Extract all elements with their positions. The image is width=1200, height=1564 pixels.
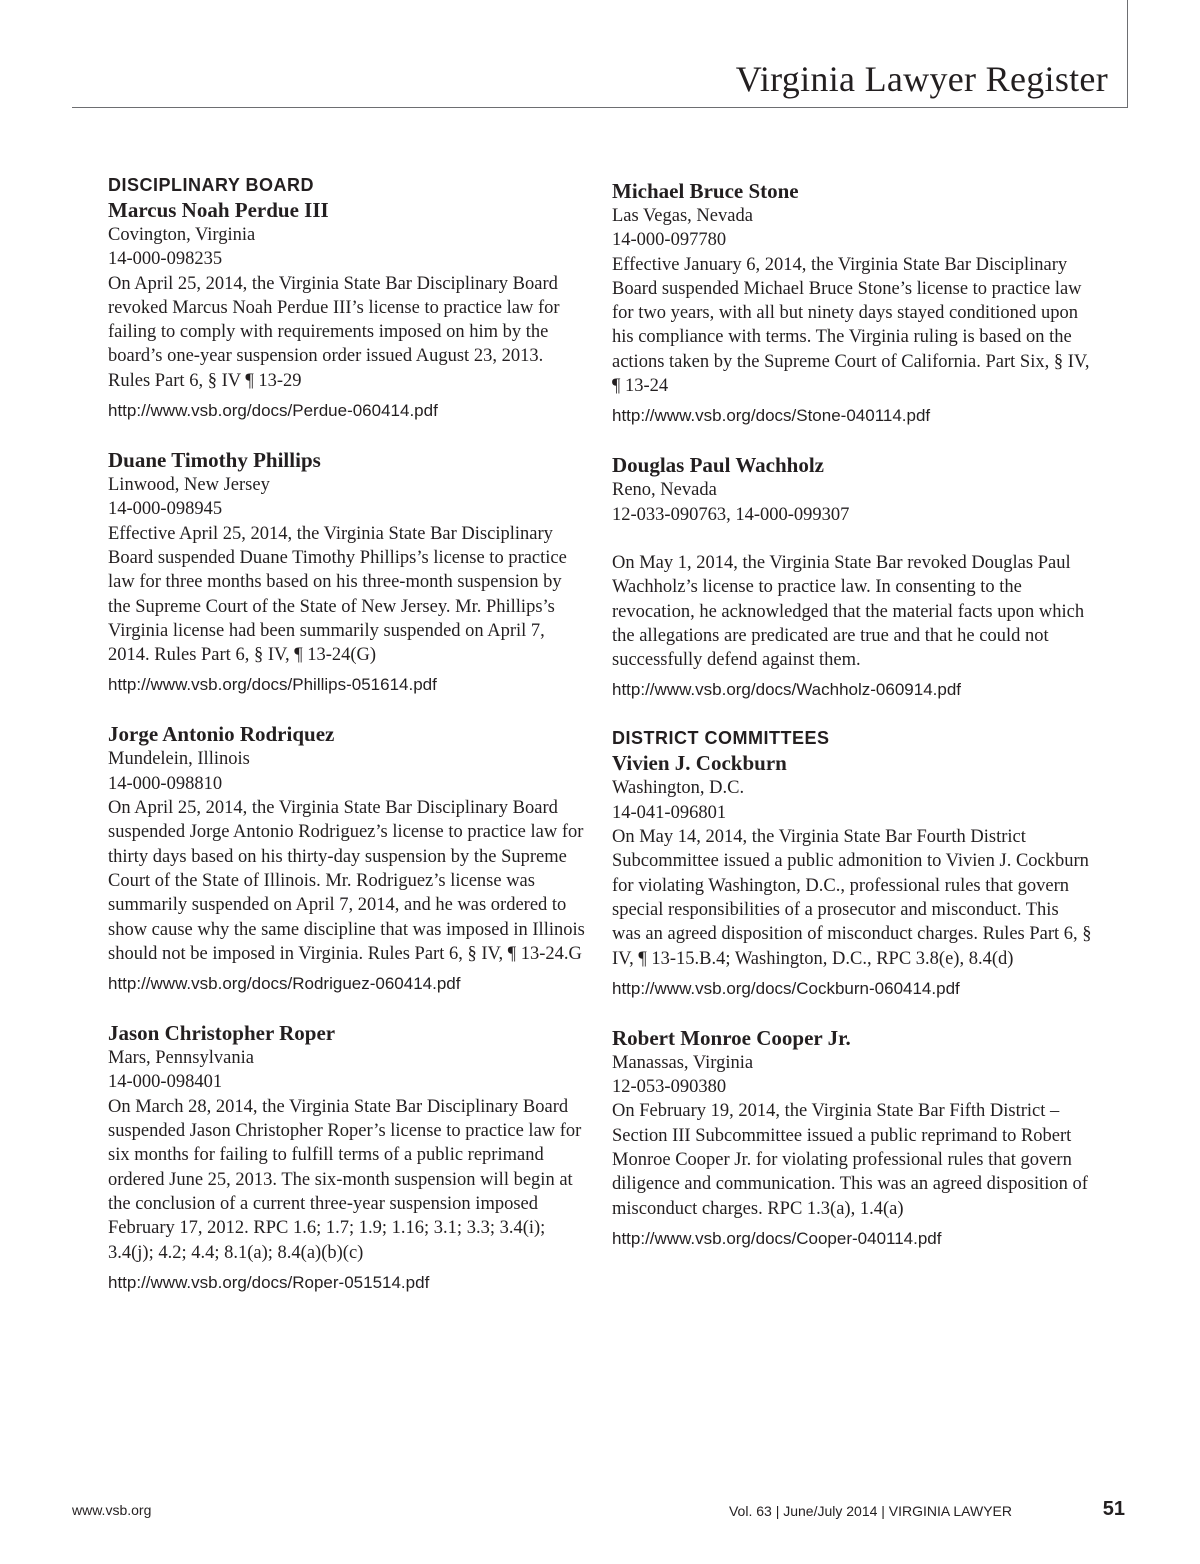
page-header-title: Virginia Lawyer Register <box>735 59 1108 99</box>
page-number: 51 <box>1102 1498 1125 1520</box>
entry-body: On May 1, 2014, the Virginia State Bar revoked Douglas Paul Wachholz’s license to practice law. In consenting to the revocation, he acknowledged that the material facts upon which the allegations are predicated are true and that he could not successfully defend against them. <box>612 552 1085 671</box>
entry-name: Duane Timothy Phillips <box>108 448 321 473</box>
entry-location: Manassas, Virginia <box>612 1052 754 1073</box>
entry-body: On February 19, 2014, the Virginia State Bar Fifth District – Section III Subcommittee issued a public reprimand to Robert Monroe Cooper Jr. for violating professional rules that govern diligence and communication. This was an agreed disposition of misconduct charges. RPC 1.3(a), 1.4(a) <box>612 1101 1088 1219</box>
left-column <box>108 173 588 1319</box>
footer-issue-info: Vol. 63 | June/July 2014 | VIRGINIA LAWYER <box>728 1503 1012 1519</box>
entry-link[interactable]: http://www.vsb.org/docs/Cooper-040114.pdf <box>612 1228 942 1248</box>
entry-docket: 12-053-090380 <box>612 1077 727 1098</box>
right-column <box>612 178 1092 1275</box>
entry-phillips <box>108 447 588 696</box>
entry-docket: 12-033-090763, 14-000-099307 <box>612 504 850 525</box>
entry-docket: 14-000-098401 <box>108 1072 223 1093</box>
entry-docket: 14-041-096801 <box>612 802 727 823</box>
entry-wachholz <box>612 452 1092 701</box>
entry-link[interactable]: http://www.vsb.org/docs/Wachholz-060914.pdf <box>612 680 961 700</box>
entry-location: Mars, Pennsylvania <box>108 1048 254 1069</box>
entry-location: Mundelein, Illinois <box>108 749 250 770</box>
entry-cooper <box>612 1025 1092 1250</box>
entry-docket: 14-000-098945 <box>108 499 223 520</box>
header-rule <box>72 107 1128 108</box>
entry-docket: 14-000-098810 <box>108 773 223 794</box>
entry-name: Jason Christopher Roper <box>108 1021 336 1046</box>
entry-cockburn <box>612 750 1092 999</box>
entry-name: Michael Bruce Stone <box>612 179 799 203</box>
entry-name: Marcus Noah Perdue III <box>108 198 329 222</box>
entry-link[interactable]: http://www.vsb.org/docs/Phillips-051614.pdf <box>108 675 437 695</box>
entry-body: On March 28, 2014, the Virginia State Bar Disciplinary Board suspended Jason Christopher Roper’s license to practice law for six months for failing to fulfill terms of a public reprimand ordered June 25, 2013. The six-month suspension will begin at the conclusion of a current three-year suspension imposed February 17, 2012. RPC 1.6; 1.7; 1.9; 1.16; 3.1; 3.3; 3.4(i); 3.4(j); 4.2; 4.4; 8.1(a); 8.4(a)(b)(c) <box>108 1096 582 1263</box>
entry-spacer <box>612 527 1092 551</box>
entry-link[interactable]: http://www.vsb.org/docs/Perdue-060414.pdf <box>108 401 438 421</box>
footer-website: www.vsb.org <box>72 1502 152 1518</box>
entry-body: On May 14, 2014, the Virginia State Bar Fourth District Subcommittee issued a public admonition to Vivien J. Cockburn for violating Washington, D.C., professional rules that govern special responsibilities of a prosecutor and misconduct. This was an agreed disposition of misconduct charges. Rules Part 6, § IV, ¶ 13-15.B.4; Washington, D.C., RPC 3.8(e), 8.4(d) <box>612 827 1092 969</box>
entry-name: Robert Monroe Cooper Jr. <box>612 1025 851 1050</box>
entry-location: Covington, Virginia <box>108 225 256 245</box>
entry-name: Douglas Paul Wachholz <box>612 453 824 478</box>
entry-location: Reno, Nevada <box>612 480 717 501</box>
entry-body: On April 25, 2014, the Virginia State Bar Disciplinary Board suspended Jorge Antonio Rodriguez’s license to practice law for thirty days based on his thirty-day suspension by the Supreme Court of the State of Illinois. Mr. Rodriguez’s license was summarily suspended on April 7, 2014, and he was ordered to show cause why the same discipline that was imposed in Illinois should not be imposed in Virginia. Rules Part 6, § IV, ¶ 13-24.G <box>108 798 585 964</box>
entry-location: Linwood, New Jersey <box>108 475 270 496</box>
entry-rodriquez <box>108 721 588 995</box>
entry-link[interactable]: http://www.vsb.org/docs/Rodriguez-060414.pdf <box>108 974 461 994</box>
entry-link[interactable]: http://www.vsb.org/docs/Cockburn-060414.pdf <box>612 978 960 998</box>
entry-location: Las Vegas, Nevada <box>612 206 753 226</box>
entry-name: Jorge Antonio Rodriquez <box>108 722 335 747</box>
entry-perdue <box>108 197 588 422</box>
section-heading-district-committees: DISTRICT COMMITTEES <box>612 728 830 749</box>
entry-roper <box>108 1020 588 1294</box>
entry-docket: 14-000-098235 <box>108 249 223 270</box>
entry-name: Vivien J. Cockburn <box>612 751 787 776</box>
entry-stone <box>612 178 1092 427</box>
entry-body: On April 25, 2014, the Virginia State Bar Disciplinary Board revoked Marcus Noah Perdue III’s license to practice law for failing to comply with requirements imposed on him by the board’s one-year suspension order issued August 23, 2013. Rules Part 6, § IV ¶ 13-29 <box>108 273 560 391</box>
entry-link[interactable]: http://www.vsb.org/docs/Roper-051514.pdf <box>108 1272 430 1292</box>
entry-body: Effective April 25, 2014, the Virginia State Bar Disciplinary Board suspended Duane Timothy Phillips’s license to practice law for three months based on his three-month suspension by the Supreme Court of the State of New Jersey. Mr. Phillips’s Virginia license had been summarily suspended on April 7, 2014. Rules Part 6, § IV, ¶ 13-24(G) <box>108 523 567 666</box>
entry-location: Washington, D.C. <box>612 778 745 799</box>
header-vertical-rule <box>1127 0 1128 108</box>
entry-link[interactable]: http://www.vsb.org/docs/Stone-040114.pdf <box>612 406 931 426</box>
entry-body: Effective January 6, 2014, the Virginia State Bar Disciplinary Board suspended Michael Bruce Stone’s license to practice law for two years, with all but ninety days stayed conditioned upon his compliance with terms. The Virginia ruling is based on the actions taken by the Supreme Court of California. Part Six, § IV, ¶ 13-24 <box>612 254 1090 397</box>
entry-docket: 14-000-097780 <box>612 230 727 251</box>
section-heading-disciplinary-board: DISCIPLINARY BOARD <box>108 175 315 195</box>
